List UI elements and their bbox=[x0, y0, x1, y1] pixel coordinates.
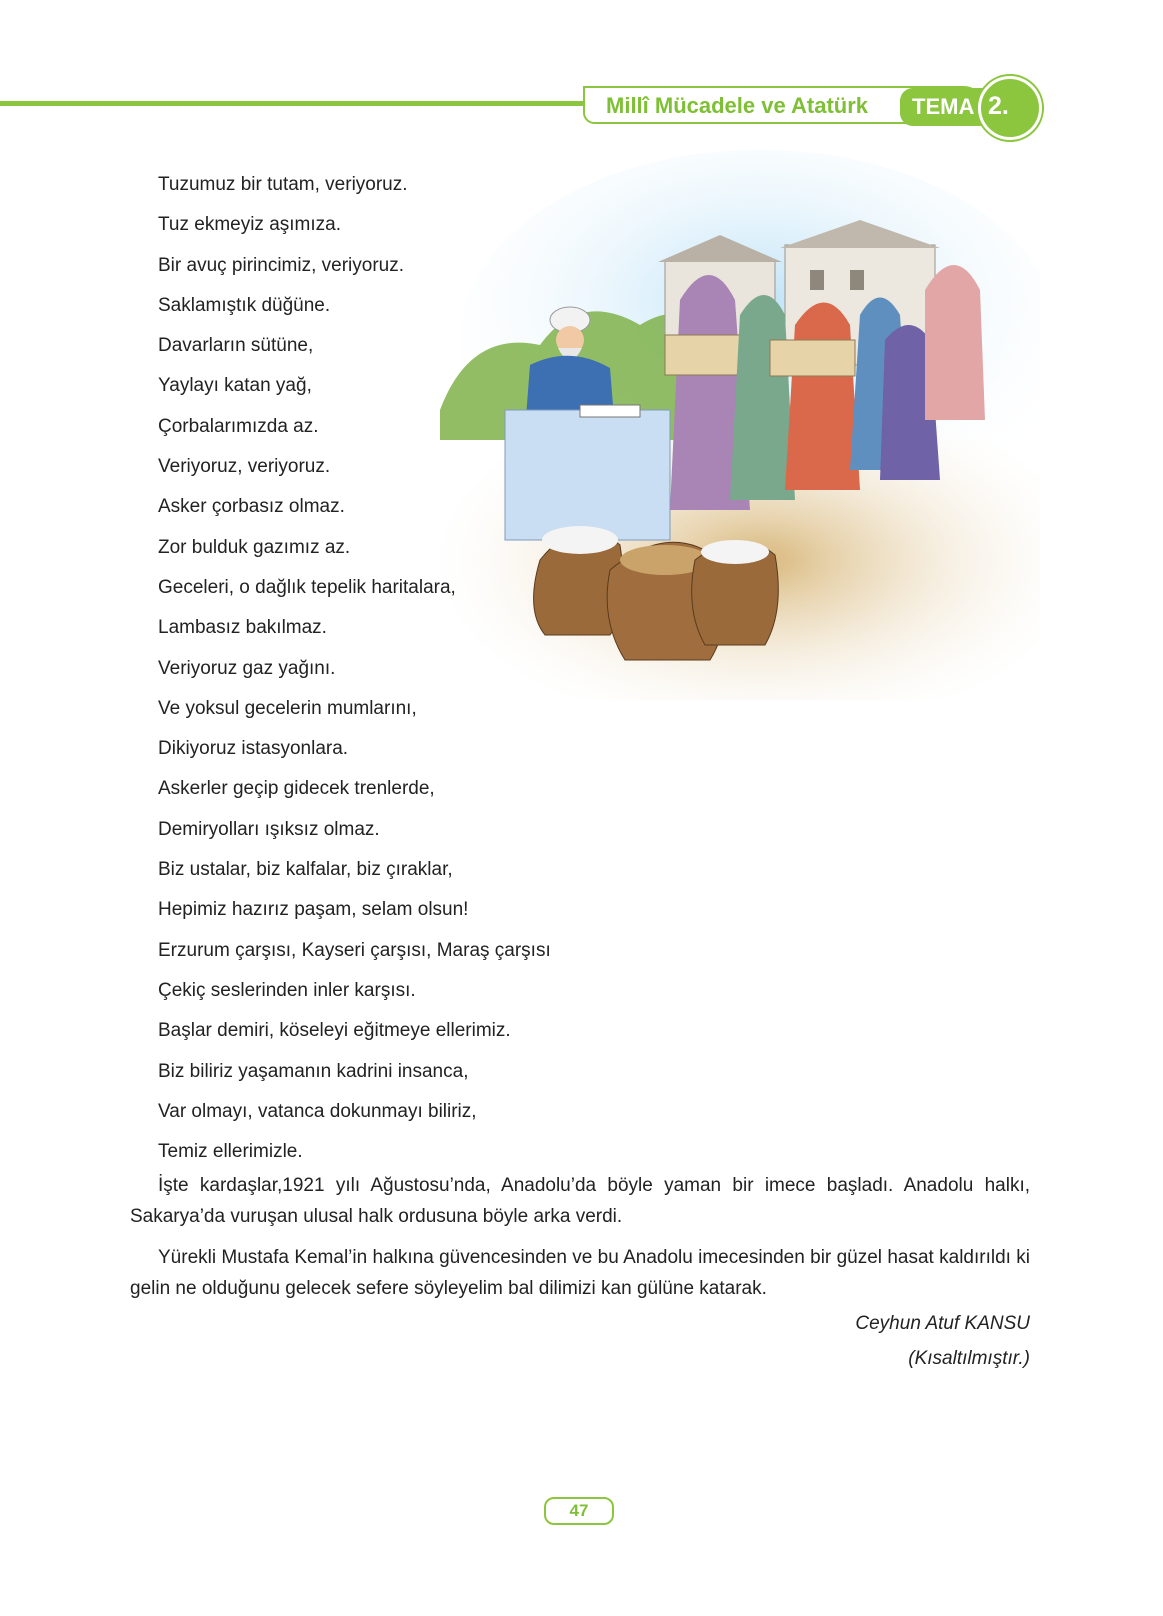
paragraph-1: İşte kardaşlar,1921 yılı Ağustosu’nda, Anadolu’da böyle yaman bir imece başladı. Anadolu halkı, Sakarya’da vuruşan ulusal halk ordusuna böyle arka verdi. bbox=[130, 1175, 1030, 1227]
tema-number: 2. bbox=[988, 92, 1009, 120]
poem-line: Askerler geçip gidecek trenlerde, bbox=[158, 778, 435, 800]
paragraph-2: Yürekli Mustafa Kemal’in halkına güvencesinden ve bu Anadolu imecesinden bir güzel hasat kaldırıldı ki gelin ne olduğunu gelecek sefere söyleyelim bal dilimizi kan gülüne katarak. bbox=[130, 1247, 1030, 1299]
poem-line: Biz ustalar, biz kalfalar, biz çıraklar, bbox=[158, 859, 453, 881]
author-name: Ceyhun Atuf KANSU bbox=[855, 1313, 1030, 1334]
poem bbox=[158, 174, 551, 1181]
poem-line: Saklamıştık düğüne. bbox=[158, 294, 331, 316]
poem-line: Hepimiz hazırız paşam, selam olsun! bbox=[158, 899, 469, 921]
poem-line: Demiryolları ışıksız olmaz. bbox=[158, 818, 380, 840]
poem-line: Yaylayı katan yağ, bbox=[158, 375, 312, 397]
poem-line: Lambasız bakılmaz. bbox=[158, 617, 327, 639]
poem-line: Başlar demiri, köseleyi eğitmeye ellerimiz. bbox=[158, 1020, 511, 1042]
poem-line: Temiz ellerimizle. bbox=[158, 1141, 303, 1163]
poem-line: Tuzumuz bir tutam, veriyoruz. bbox=[158, 174, 408, 195]
page-number: 47 bbox=[544, 1497, 614, 1525]
poem-line: Davarların sütüne, bbox=[158, 335, 314, 357]
header-rule bbox=[0, 101, 585, 106]
poem-line: Bir avuç pirincimiz, veriyoruz. bbox=[158, 254, 404, 276]
poem-line: Veriyoruz, veriyoruz. bbox=[158, 456, 331, 478]
poem-line: Ve yoksul gecelerin mumlarını, bbox=[158, 697, 417, 719]
poem-line: Erzurum çarşısı, Kayseri çarşısı, Maraş çarşısı bbox=[158, 939, 551, 961]
poem-line: Zor bulduk gazımız az. bbox=[158, 536, 351, 558]
unit-title: Millî Mücadele ve Atatürk bbox=[606, 93, 869, 118]
poem-line: Dikiyoruz istasyonlara. bbox=[158, 738, 349, 760]
attribution bbox=[855, 1306, 1030, 1376]
poem-line: Asker çorbasız olmaz. bbox=[158, 496, 345, 518]
tema-label: TEMA bbox=[912, 94, 975, 119]
poem-line: Biz biliriz yaşamanın kadrini insanca, bbox=[158, 1060, 469, 1082]
poem-line: Veriyoruz gaz yağını. bbox=[158, 657, 336, 679]
poem-line: Var olmayı, vatanca dokunmayı biliriz, bbox=[158, 1100, 477, 1122]
abridged-note: (Kısaltılmıştır.) bbox=[908, 1348, 1030, 1369]
poem-line: Tuz ekmeyiz aşımıza. bbox=[158, 214, 342, 236]
poem-line: Çorbalarımızda az. bbox=[158, 415, 319, 437]
poem-line: Çekiç seslerinden inler karşısı. bbox=[158, 979, 416, 1001]
poem-line: Geceleri, o dağlık tepelik haritalara, bbox=[158, 576, 456, 598]
